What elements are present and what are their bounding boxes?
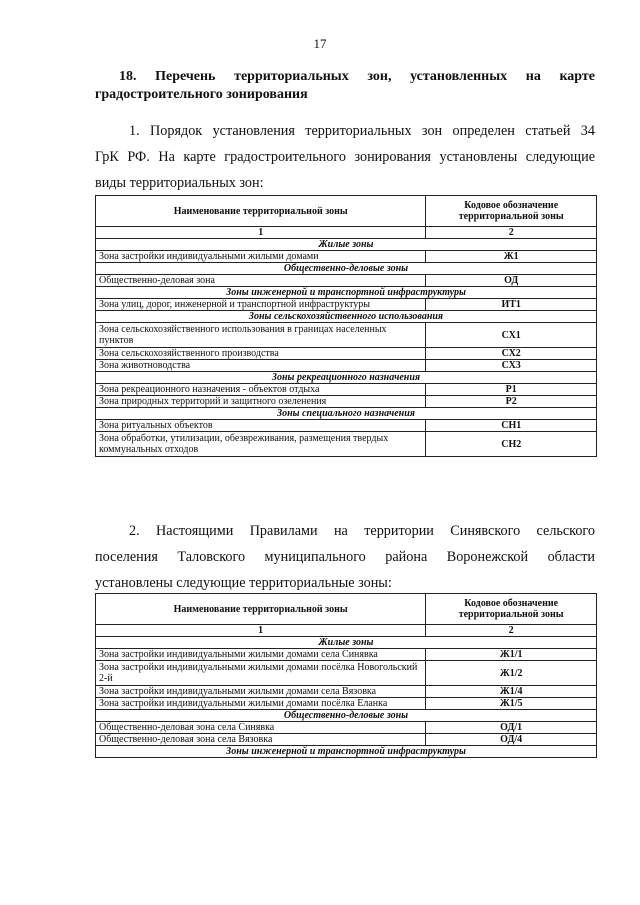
zone-code: Ж1/1 (426, 649, 597, 661)
zone-group-title: Зоны сельскохозяйственного использования (96, 311, 597, 323)
zone-code: СХ3 (426, 360, 597, 372)
zone-group-title: Жилые зоны (96, 637, 597, 649)
zone-code: Р2 (426, 396, 597, 408)
zone-row (96, 649, 597, 661)
zone-row (96, 734, 597, 746)
zone-group-row (96, 311, 597, 323)
zone-group-row (96, 637, 597, 649)
zone-name: Зона рекреационного назначения - объектов отдыха (96, 384, 426, 396)
zone-group-title: Общественно-деловые зоны (96, 710, 597, 722)
header-zone-name: Наименование территориальной зоны (96, 196, 426, 227)
zone-name: Зона обработки, утилизации, обезвреживания, размещения твердых коммунальных отходов (96, 432, 426, 457)
zone-name: Зона природных территорий и защитного озеленения (96, 396, 426, 408)
zone-code: ИТ1 (426, 299, 597, 311)
zone-row (96, 722, 597, 734)
paragraph-2-line-1: 2. Настоящими Правилами на территории Синявского сельского (129, 523, 595, 539)
header-zone-code: Кодовое обозначение территориальной зоны (426, 594, 597, 625)
zone-row (96, 432, 597, 457)
zone-row (96, 686, 597, 698)
zone-code: ОД (426, 275, 597, 287)
paragraph-1-line-2: ГрК РФ. На карте градостроительного зонирования установлены следующие (95, 149, 595, 165)
heading-line-2: градостроительного зонирования (95, 87, 308, 102)
zone-code: Ж1 (426, 251, 597, 263)
heading-line-1: 18. Перечень территориальных зон, установленных на карте (119, 69, 595, 84)
zone-code: ОД/1 (426, 722, 597, 734)
zone-row (96, 384, 597, 396)
zone-row (96, 661, 597, 686)
zone-name: Зона застройки индивидуальными жилыми домами (96, 251, 426, 263)
zone-group-row (96, 263, 597, 275)
zone-code: Ж1/5 (426, 698, 597, 710)
zone-row (96, 420, 597, 432)
zone-group-title: Жилые зоны (96, 239, 597, 251)
zone-row (96, 698, 597, 710)
page-number: 17 (313, 36, 327, 51)
zone-row (96, 396, 597, 408)
zone-group-row (96, 287, 597, 299)
paragraph-1 (95, 118, 595, 196)
zone-group-row (96, 746, 597, 758)
zone-name: Общественно-деловая зона (96, 275, 426, 287)
zones-table-1 (95, 195, 597, 457)
zone-code: Ж1/2 (426, 661, 597, 686)
paragraph-2-line-3: установлены следующие территориальные зоны: (95, 575, 392, 591)
zone-group-title: Зоны специального назначения (96, 408, 597, 420)
zone-row (96, 348, 597, 360)
zone-name: Зона сельскохозяйственного использования в границах населенных пунктов (96, 323, 426, 348)
zone-name: Зона застройки индивидуальными жилыми домами посёлка Еланка (96, 698, 426, 710)
zone-group-title: Общественно-деловые зоны (96, 263, 597, 275)
zone-code: СН1 (426, 420, 597, 432)
zone-code: Ж1/4 (426, 686, 597, 698)
zones-table-2 (95, 593, 597, 758)
column-number-1: 1 (96, 227, 426, 239)
zone-code: СН2 (426, 432, 597, 457)
zone-name: Зона животноводства (96, 360, 426, 372)
zone-name: Общественно-деловая зона села Вязовка (96, 734, 426, 746)
paragraph-2 (95, 518, 595, 596)
paragraph-1-line-3: виды территориальных зон: (95, 175, 264, 191)
zone-name: Зона застройки индивидуальными жилыми домами села Вязовка (96, 686, 426, 698)
paragraph-1-line-1: 1. Порядок установления территориальных зон определен статьей 34 (129, 123, 595, 139)
zone-group-row (96, 408, 597, 420)
zone-code: СХ2 (426, 348, 597, 360)
zone-row (96, 275, 597, 287)
header-zone-code: Кодовое обозначение территориальной зоны (426, 196, 597, 227)
zone-code: СХ1 (426, 323, 597, 348)
header-zone-name: Наименование территориальной зоны (96, 594, 426, 625)
zone-group-row (96, 372, 597, 384)
column-number-1: 1 (96, 625, 426, 637)
column-number-2: 2 (426, 227, 597, 239)
zone-code: ОД/4 (426, 734, 597, 746)
zone-name: Зона ритуальных объектов (96, 420, 426, 432)
zone-row (96, 299, 597, 311)
zone-row (96, 251, 597, 263)
zone-row (96, 360, 597, 372)
column-number-2: 2 (426, 625, 597, 637)
zone-group-row (96, 239, 597, 251)
zone-name: Зона застройки индивидуальными жилыми домами посёлка Новогольский 2-й (96, 661, 426, 686)
section-heading (95, 68, 595, 104)
zone-name: Зона застройки индивидуальными жилыми домами села Синявка (96, 649, 426, 661)
zone-group-row (96, 710, 597, 722)
zone-group-title: Зоны инженерной и транспортной инфраструктуры (96, 746, 597, 758)
zone-group-title: Зоны рекреационного назначения (96, 372, 597, 384)
paragraph-2-line-2: поселения Таловского муниципального района Воронежской области (95, 549, 595, 565)
zone-name: Зона сельскохозяйственного производства (96, 348, 426, 360)
zone-row (96, 323, 597, 348)
zone-name: Зона улиц, дорог, инженерной и транспортной инфраструктуры (96, 299, 426, 311)
zone-code: Р1 (426, 384, 597, 396)
zone-name: Общественно-деловая зона села Синявка (96, 722, 426, 734)
zone-group-title: Зоны инженерной и транспортной инфраструктуры (96, 287, 597, 299)
